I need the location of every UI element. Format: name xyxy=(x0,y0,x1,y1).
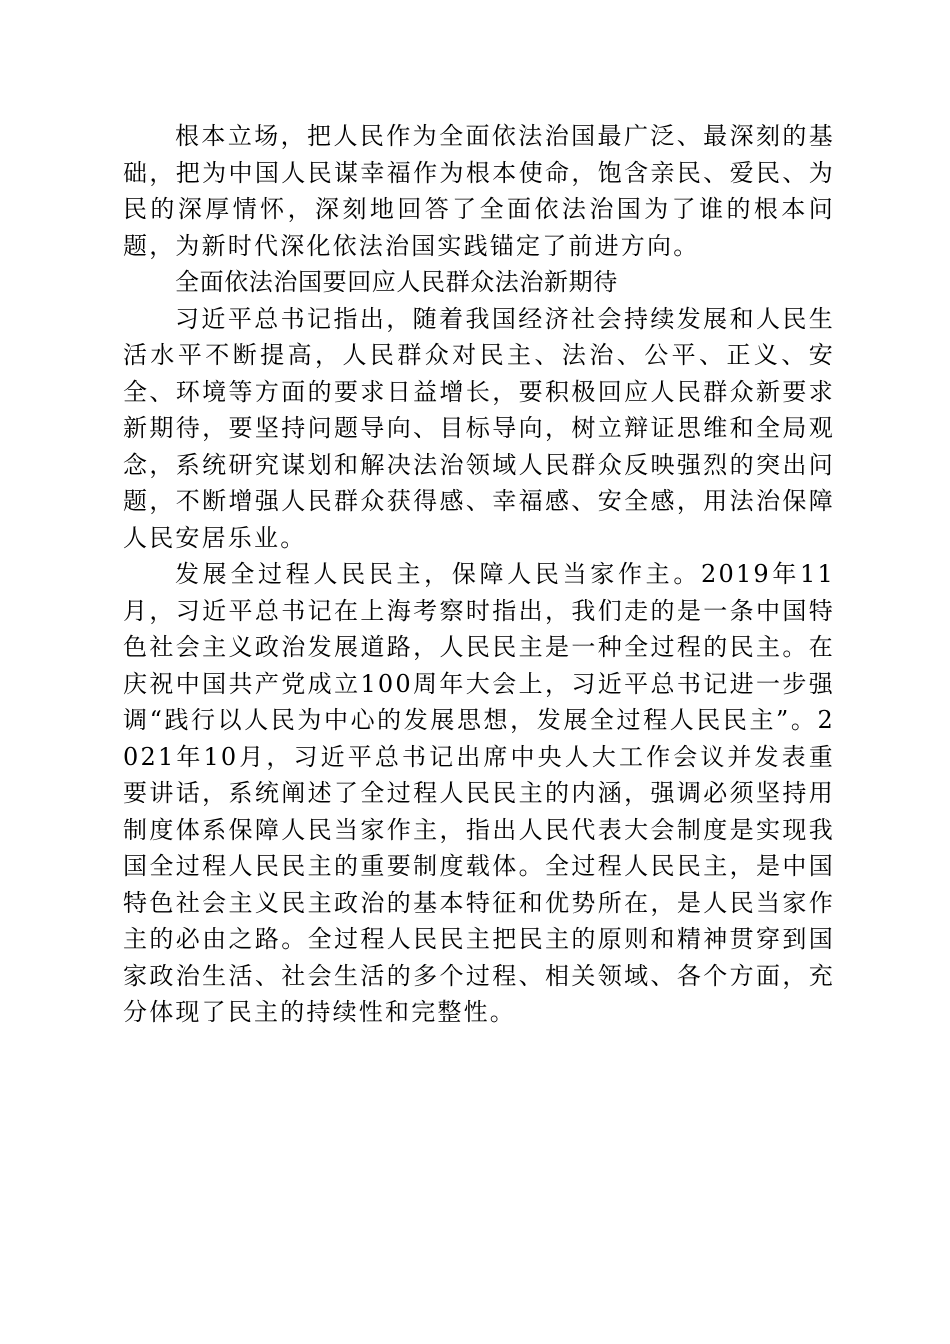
paragraph-3: 发展全过程人民民主，保障人民当家作主。2019年11月，习近平总书记在上海考察时指出，我们走的是一条中国特色社会主义政治发展道路，人民民主是一种全过程的民主。在庆祝中国共产党成立100周年大会上，习近平总书记进一步强调“践行以人民为中心的发展思想，发展全过程人民民主”。2021年10月，习近平总书记出席中央人大工作会议并发表重要讲话，系统阐述了全过程人民民主的内涵，强调必须坚持用制度体系保障人民当家作主，指出人民代表大会制度是实现我国全过程人民民主的重要制度载体。全过程人民民主，是中国特色社会主义民主政治的基本特征和优势所在，是人民当家作主的必由之路。全过程人民民主把民主的原则和精神贯穿到国家政治生活、社会生活的多个过程、相关领域、各个方面，充分体现了民主的持续性和完整性。 xyxy=(123,560,835,1026)
paragraph-1: 根本立场，把人民作为全面依法治国最广泛、最深刻的基础，把为中国人民谋幸福作为根本使命，饱含亲民、爱民、为民的深厚情怀，深刻地回答了全面依法治国为了谁的根本问题，为新时代深化依法治国实践锚定了前进方向。 xyxy=(123,122,835,260)
section-heading: 全面依法治国要回应人民群众法治新期待 xyxy=(175,268,618,296)
paragraph-2: 习近平总书记指出，随着我国经济社会持续发展和人民生活水平不断提高，人民群众对民主、法治、公平、正义、安全、环境等方面的要求日益增长，要积极回应人民群众新要求新期待，要坚持问题导向、目标导向，树立辩证思维和全局观念，系统研究谋划和解决法治领域人民群众反映强烈的突出问题，不断增强人民群众获得感、幸福感、安全感，用法治保障人民安居乐业。 xyxy=(123,304,835,552)
document-body xyxy=(123,118,835,1031)
